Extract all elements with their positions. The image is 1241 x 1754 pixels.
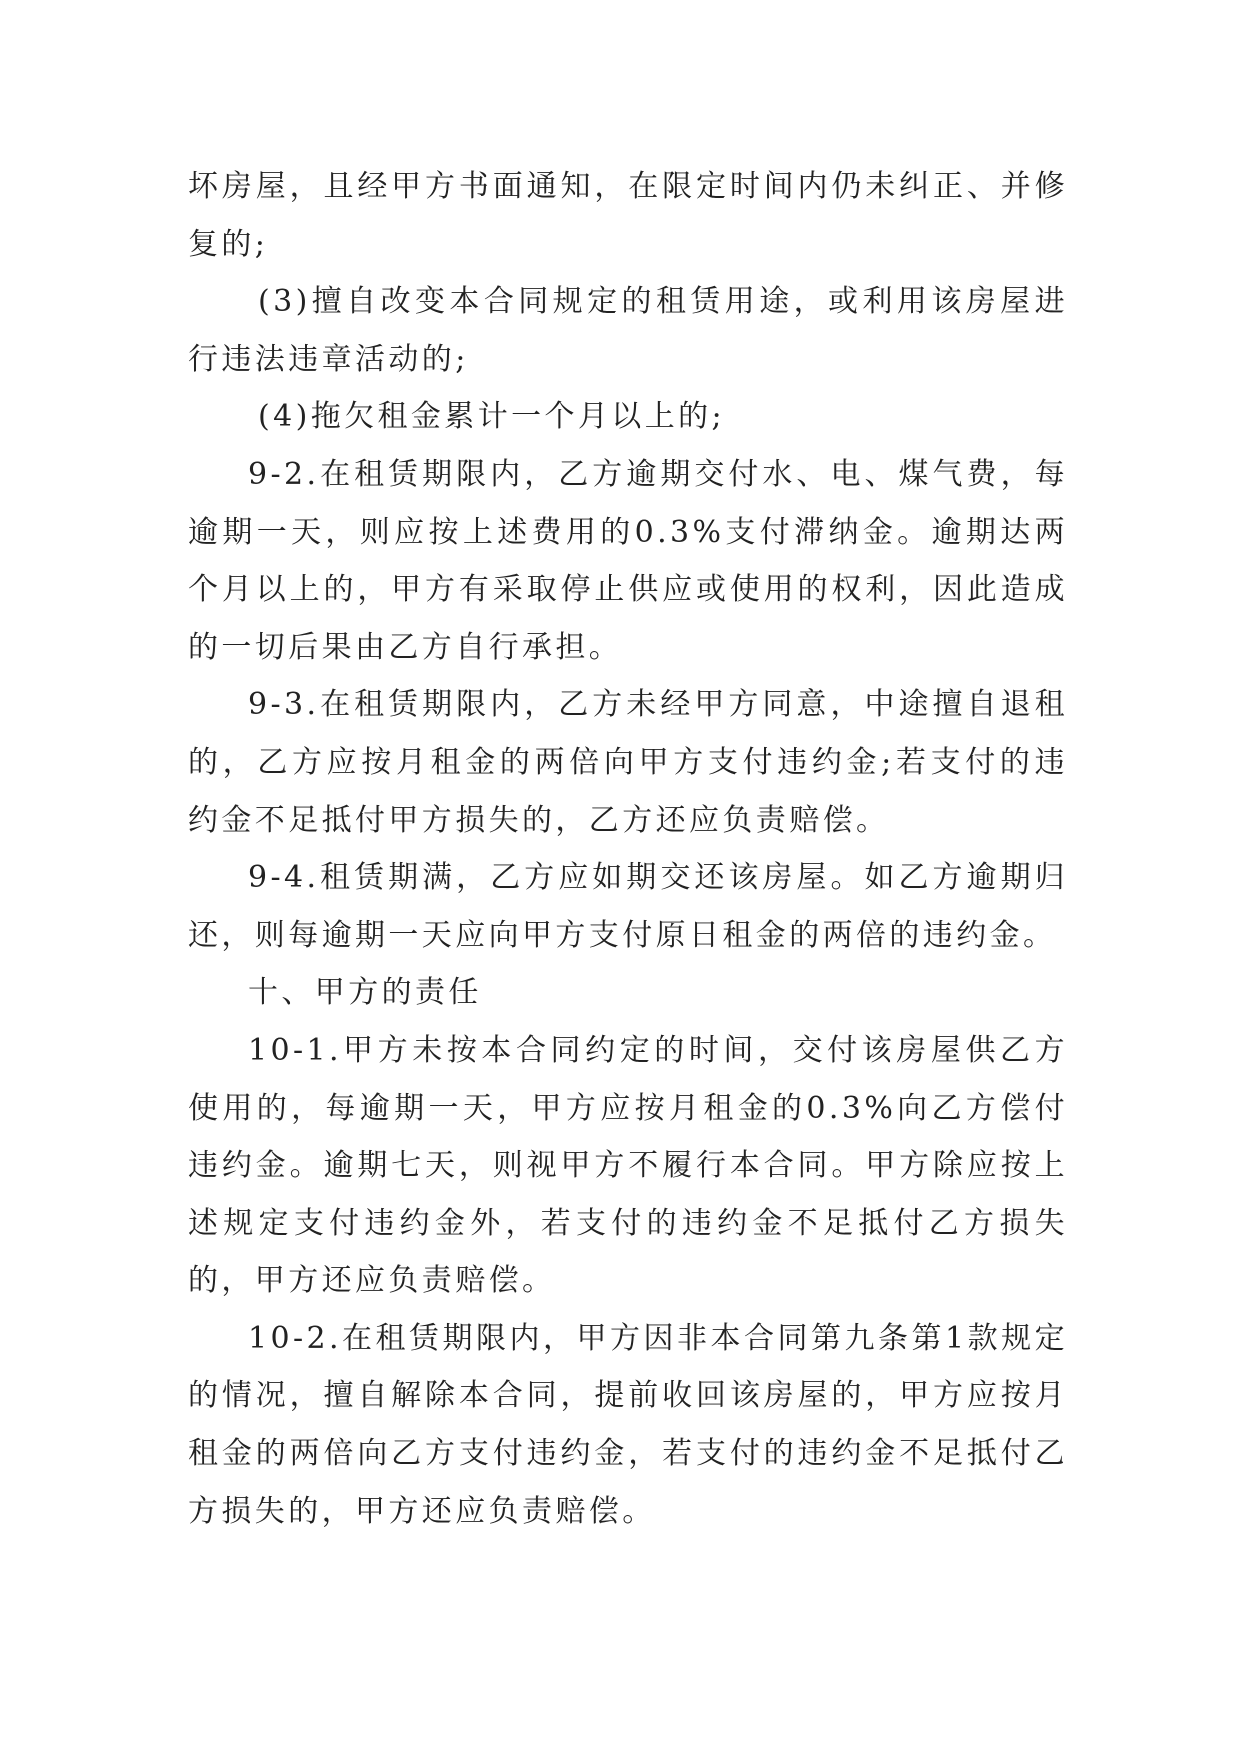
paragraph-clause-9-3: 9-3.在租赁期限内，乙方未经甲方同意，中途擅自退租的，乙方应按月租金的两倍向甲方支付违约金;若支付的违约金不足抵付甲方损失的，乙方还应负责赔偿。 [188,687,1068,838]
paragraph-clause-10-2: 10-2.在租赁期限内，甲方因非本合同第九条第1款规定的情况，擅自解除本合同，提前收回该房屋的，甲方应按月租金的两倍向乙方支付违约金，若支付的违约金不足抵付乙方损失的，甲方还应负责赔偿。 [188,1320,1068,1529]
document-body [188,158,1068,1540]
paragraph-clause-10-1: 10-1.甲方未按本合同约定的时间，交付该房屋供乙方使用的，每逾期一天，甲方应按月租金的0.3%向乙方偿付违约金。逾期七天，则视甲方不履行本合同。甲方除应按上述规定支付违约金外，若支付的违约金不足抵付乙方损失的，甲方还应负责赔偿。 [188,1032,1068,1299]
paragraph-clause-9-4: 9-4.租赁期满，乙方应如期交还该房屋。如乙方逾期归还，则每逾期一天应向甲方支付原日租金的两倍的违约金。 [188,860,1068,953]
paragraph-clause-9-2: 9-2.在租赁期限内，乙方逾期交付水、电、煤气费，每逾期一天，则应按上述费用的0.3%支付滞纳金。逾期达两个月以上的，甲方有采取停止供应或使用的权利，因此造成的一切后果由乙方自行承担。 [188,456,1068,665]
section-heading-lessor-responsibility: 十、甲方的责任 [248,975,482,1011]
paragraph-clause-continuation: 坏房屋，且经甲方书面通知，在限定时间内仍未纠正、并修复的; [188,169,1068,262]
paragraph-item-3: (3)擅自改变本合同规定的租赁用途，或利用该房屋进行违法违章活动的; [188,284,1068,377]
paragraph-item-4: (4)拖欠租金累计一个月以上的; [258,399,726,435]
